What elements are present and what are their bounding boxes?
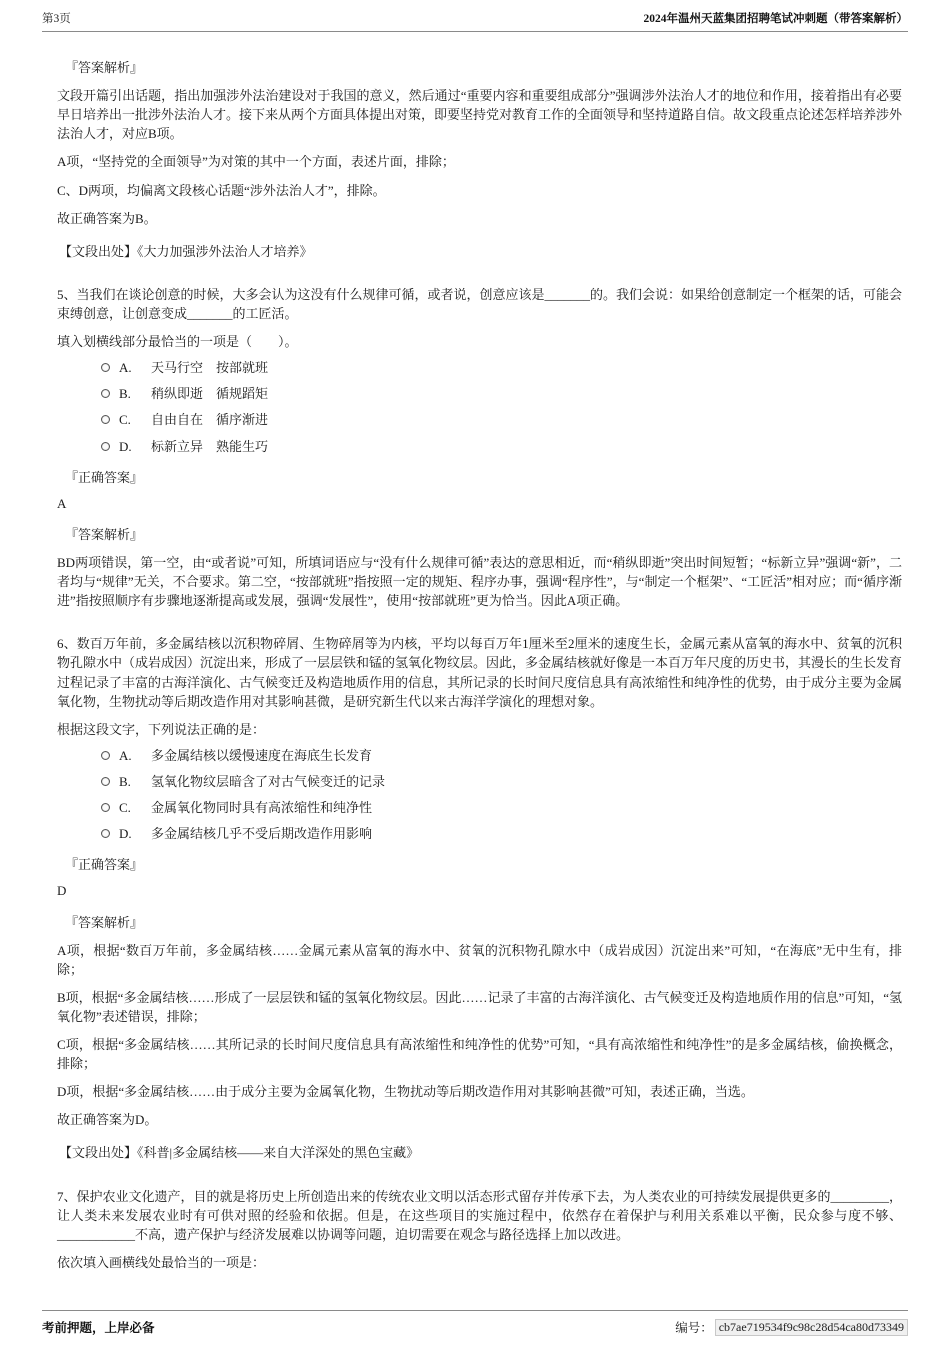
option-group bbox=[101, 746, 902, 843]
footer-serial bbox=[675, 1318, 908, 1336]
option-text: 自由自在 循序渐进 bbox=[151, 412, 269, 428]
option-row[interactable] bbox=[101, 824, 902, 843]
option-row[interactable] bbox=[101, 798, 902, 817]
page-number: 第3页 bbox=[42, 13, 71, 25]
paragraph: C、D两项，均偏离文段核心话题“涉外法治人才”，排除。 bbox=[57, 182, 386, 198]
paragraph: 故正确答案为D。 bbox=[57, 1112, 158, 1128]
section-label: 『正确答案』 bbox=[65, 469, 144, 485]
paragraph: 故正确答案为B。 bbox=[57, 210, 157, 226]
option-letter: D. bbox=[119, 438, 132, 454]
paragraph: BD两项错误，第一空，由“或者说”可知，所填词语应与“没有什么规律可循”表达的意思相近，而“稍纵即逝”突出时间短暂；“标新立异”强调“新”，二者均与“规律”无关，不合要求。第二空，“按部就班”指按照一定的规矩、程序办事，强调“程序性”，与“制定一个框架”、“工匠活”相对应；而“循序渐进”指按照顺序有步骤地逐渐提高或发展，强调“发展性”，使用“按部就班”更为恰当。因此A项正确。 bbox=[57, 554, 902, 609]
source-line: 【文段出处】《科普|多金属结核——来自大洋深处的黑色宝藏》 bbox=[59, 1145, 420, 1161]
page-header bbox=[42, 0, 908, 32]
question-prompt: 依次填入画横线处最恰当的一项是： bbox=[57, 1254, 266, 1270]
paragraph: A项，根据“数百万年前，多金属结核……金属元素从富氧的海水中、贫氧的沉积物孔隙水中（成岩成因）沉淀出来”可知，“在海底”无中生有，排除； bbox=[57, 942, 902, 977]
option-text: 稍纵即逝 循规蹈矩 bbox=[151, 386, 269, 402]
answer-letter: D bbox=[57, 883, 67, 899]
question-text: 5、当我们在谈论创意的时候，大多会认为这没有什么规律可循，或者说，创意应该是_______的。我们会说：如果给创意制定一个框架的话，可能会束缚创意，让创意变成_______的工匠活。 bbox=[57, 286, 903, 321]
option-text: 天马行空 按部就班 bbox=[151, 360, 269, 376]
document-content bbox=[57, 46, 902, 1277]
option-row[interactable] bbox=[101, 384, 902, 403]
option-letter: D. bbox=[119, 826, 132, 842]
question-prompt: 填入划横线部分最恰当的一项是（ ）。 bbox=[57, 334, 298, 350]
option-letter: C. bbox=[119, 800, 131, 816]
option-row[interactable] bbox=[101, 772, 902, 791]
paragraph: A项，“坚持党的全面领导”为对策的其中一个方面，表述片面，排除； bbox=[57, 154, 455, 170]
question-text: 6、数百万年前，多金属结核以沉积物碎屑、生物碎屑等为内核，平均以每百万年1厘米至2厘米的速度生长，金属元素从富氧的海水中、贫氧的沉积物孔隙水中（成岩成因）沉淀出来，形成了一层层铁和锰的氢氧化物纹层。因此，多金属结核就好像是一本百万年尺度的历史书，其漫长的生长发育过程记录了丰富的古海洋演化、古气候变迁及构造地质作用的信息，其所记录的长时间尺度信息具有高浓缩性和纯净性的优势，由于成分主要为金属氧化物，生物扰动等后期改造作用对其影响甚微，是研究新生代以来古海洋学演化的理想对象。 bbox=[57, 636, 903, 709]
option-row[interactable] bbox=[101, 746, 902, 765]
question-prompt: 根据这段文字，下列说法正确的是： bbox=[57, 721, 266, 737]
serial-code: cb7ae719534f9c98c28d54ca80d73349 bbox=[715, 1319, 908, 1336]
question-text: 7、保护农业文化遗产，目的就是将历史上所创造出来的传统农业文明以活态形式留存并传承下去，为人类农业的可持续发展提供更多的_________，让人类未来发展农业时有可供对照的经验和依据。但是，在这些项目的实施过程中，依然存在着保护与利用关系难以平衡，民众参与度不够、____________不高，遗产保护与经济发展难以协调等问题，迫切需要在观念与路径选择上加以改进。 bbox=[57, 1188, 903, 1242]
radio-icon[interactable] bbox=[101, 829, 110, 838]
option-group bbox=[101, 358, 902, 455]
paragraph: D项，根据“多金属结核……由于成分主要为金属氧化物，生物扰动等后期改造作用对其影响甚微”可知，表述正确，当选。 bbox=[57, 1084, 754, 1100]
page-footer bbox=[42, 1310, 908, 1336]
option-row[interactable] bbox=[101, 410, 902, 429]
section-label: 『答案解析』 bbox=[65, 60, 144, 75]
section-label: 『答案解析』 bbox=[65, 526, 144, 542]
radio-icon[interactable] bbox=[101, 363, 110, 372]
option-text: 多金属结核以缓慢速度在海底生长发育 bbox=[151, 747, 373, 763]
option-letter: C. bbox=[119, 412, 131, 428]
section-label: 『答案解析』 bbox=[65, 914, 144, 930]
document-title: 2024年温州天蓝集团招聘笔试冲刺题（带答案解析） bbox=[643, 13, 908, 25]
paragraph: B项，根据“多金属结核……形成了一层层铁和锰的氢氧化物纹层。因此……记录了丰富的古海洋演化、古气候变迁及构造地质作用的信息”可知，“氢氧化物”表述错误，排除； bbox=[57, 989, 902, 1024]
option-row[interactable] bbox=[101, 358, 902, 377]
paragraph: C项，根据“多金属结核……其所记录的长时间尺度信息具有高浓缩性和纯净性的优势”可知，“具有高浓缩性和纯净性”的是多金属结核，偷换概念，排除； bbox=[57, 1037, 902, 1072]
radio-icon[interactable] bbox=[101, 442, 110, 451]
section-label: 『正确答案』 bbox=[65, 857, 144, 873]
option-letter: A. bbox=[119, 747, 132, 763]
footer-slogan: 考前押题，上岸必备 bbox=[42, 1321, 155, 1335]
option-text: 多金属结核几乎不受后期改造作用影响 bbox=[151, 826, 373, 842]
source-line: 【文段出处】《大力加强涉外法治人才培养》 bbox=[59, 243, 313, 259]
serial-label: 编号： bbox=[675, 1321, 713, 1335]
radio-icon[interactable] bbox=[101, 751, 110, 760]
radio-icon[interactable] bbox=[101, 777, 110, 786]
answer-letter: A bbox=[57, 495, 67, 511]
radio-icon[interactable] bbox=[101, 803, 110, 812]
option-text: 金属氧化物同时具有高浓缩性和纯净性 bbox=[151, 800, 373, 816]
radio-icon[interactable] bbox=[101, 389, 110, 398]
radio-icon[interactable] bbox=[101, 415, 110, 424]
option-row[interactable] bbox=[101, 437, 902, 456]
option-text: 标新立异 熟能生巧 bbox=[151, 438, 269, 454]
option-letter: B. bbox=[119, 386, 131, 402]
paragraph: 文段开篇引出话题，指出加强涉外法治建设对于我国的意义，然后通过“重要内容和重要组成部分”强调涉外法治人才的地位和作用，接着指出有必要早日培养出一批涉外法治人才。接下来从两个方面具体提出对策，即要坚持党对教育工作的全面领导和坚持道路自信。故文段重点论述怎样培养涉外法治人才，对应B项。 bbox=[57, 88, 903, 142]
option-letter: B. bbox=[119, 773, 131, 789]
option-text: 氢氧化物纹层暗含了对古气候变迁的记录 bbox=[151, 773, 386, 789]
option-letter: A. bbox=[119, 360, 132, 376]
